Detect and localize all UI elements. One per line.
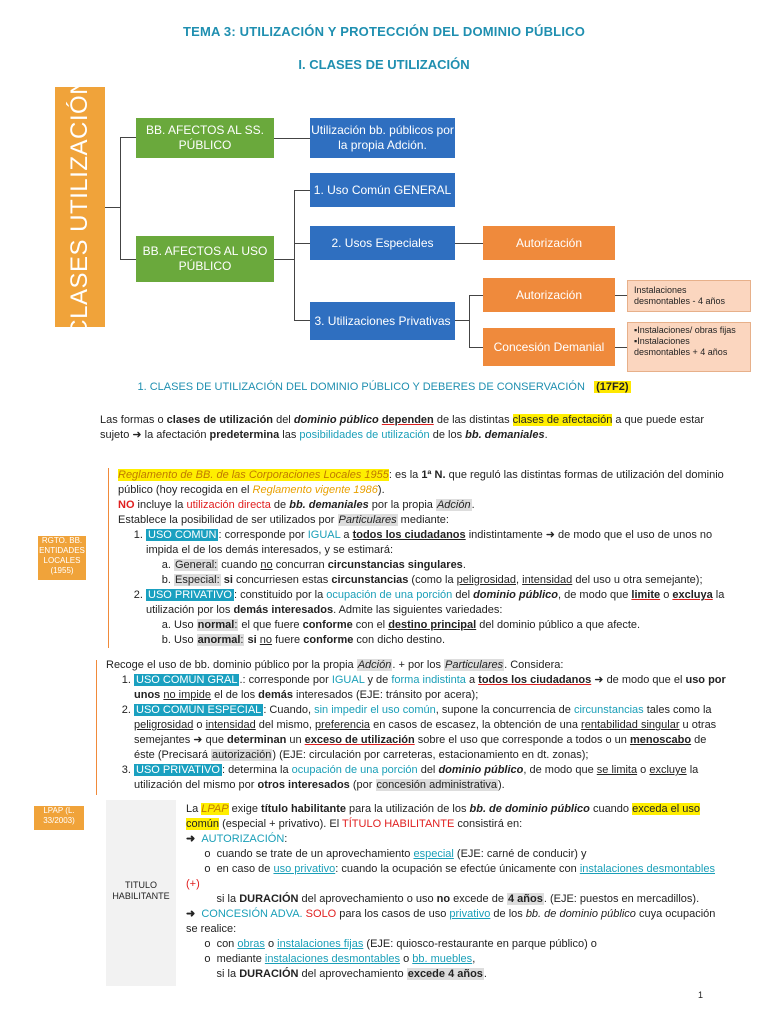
side-tag-titulo: TITULO HABILITANTE: [112, 880, 170, 901]
page-subtitle: I. CLASES DE UTILIZACIÓN: [298, 57, 470, 72]
side-tag-rgto: RGTO. BB. ENTIDADES LOCALES (1955): [38, 536, 86, 580]
node-uso-comun: 1. Uso Común GENERAL: [310, 173, 455, 207]
bracket: [108, 468, 109, 648]
node-afectos-uso: BB. AFECTOS AL USO PÚBLICO: [136, 236, 274, 282]
connector: [120, 137, 136, 138]
node-util-privativas: 3. Utilizaciones Privativas: [310, 302, 455, 340]
node-instal-1: Instalaciones desmontables - 4 años: [627, 280, 751, 312]
connector: [294, 190, 310, 191]
node-concesion: Concesión Demanial: [483, 328, 615, 366]
connector: [274, 138, 310, 139]
connector: [469, 347, 483, 348]
connector: [120, 259, 136, 260]
connector: [469, 295, 483, 296]
connector: [455, 320, 469, 321]
node-autorizacion-2: Autorización: [483, 278, 615, 312]
intro-paragraph: Las formas o clases de utilización del dominio público dependen de las distintas clases de afectación a que puede estar sujeto ➜ la afectación predetermina las posibilidades de utilización de los bb. demaniales.: [100, 414, 705, 441]
node-util-adcion: Utilización bb. públicos por la propia Adción.: [310, 118, 455, 158]
rgto-paragraph: Reglamento de BB. de las Corporaciones Locales 1955: es la 1ª N. que reguló las distintas formas de utilización del dominio público (hoy recogida en el Reglamento vigente 1986). NO incluye la utilización directa de bb. demaniales por la propia Adción. Establece la posibilidad de ser utilizados por Particulares mediante: 1. USO COMÚN : corresponde por IGUAL a todos los ciudadanos indistintamente ➜ de modo que el uso de unos no impida el de los demás interesados, y se estimará: a. General: cuando no concurran circunstancias singulares. b. Especial: si concurriesen estas circunstancias (como la peligrosidad, intensidad del uso u otra semejante); 2. USO PRIVATIVO : constituido por la ocupación de una porción del dominio público, de modo que limite o excluya la utilización por los demás interesados. Admite las siguientes variedades: a. Uso normal: el que fuere conforme con el destino principal del dominio público a que afecte. b. Uso anormal: si no fuere conforme con dicho destino.: [118, 468, 728, 648]
side-tag-lpap: LPAP (L. 33/2003): [34, 806, 84, 830]
connector: [294, 320, 310, 321]
bracket: [96, 660, 97, 795]
recoge-paragraph: Recoge el uso de bb. dominio público por la propia Adción. + por los Particulares. Considera: 1. USO COMÚN GRAL .: corresponde por IGUAL y de forma indistinta a todos los ciudadanos ➜ de modo que el uso por unos no impide el de los demás interesados (EJE: tránsito por acera); 2. USO COMÚN ESPECIAL : Cuando, sin impedir el uso común, supone la concurrencia de circunstancias tales como la peligrosidad o intensidad del mismo, preferencia en casos de escasez, la obtención de una rentabilidad singular u otras semejantes ➜ que determinan un exceso de utilización sobre el uso que corresponde a todos o un menoscabo de éste (Precisará autorización) (EJE: circulación por carreteras, estacionamiento en dt. zonas); 3. USO PRIVATIVO : determina la ocupación de una porción del dominio público, de modo que se limita o excluye la utilización del mismo por otros interesados (por concesión administrativa).: [106, 658, 728, 793]
node-afectos-ss: BB. AFECTOS AL SS. PÚBLICO: [136, 118, 274, 158]
page-number: 1: [698, 990, 704, 1000]
node-autorizacion-1: Autorización: [483, 226, 615, 260]
connector: [615, 295, 627, 296]
connector: [615, 347, 627, 348]
diagram-root: CLASES UTILIZACIÓN: [55, 87, 105, 327]
lpap-paragraph: La LPAP exige título habilitante para la utilización de los bb. de dominio público cuando exceda el uso común (especial + privativo). El TÍTULO HABILITANTE consistirá en: ➜ AUTORIZACIÓN: o cuando se trate de un aprovechamiento especial (EJE: carné de conducir) y o en caso de uso privativo: cuando la ocupación se efectúe únicamente con instalaciones desmontables (+) si la DURACIÓN del aprovechamiento o uso no excede de 4 años. (EJE: puestos en mercadillos). ➜ CONCESIÓN ADVA. SOLO para los casos de uso privativo de los bb. de dominio público cuya ocupación se realice: o con obras o instalaciones fijas (EJE: quiosco-restaurante en parque público) o o mediante instalaciones desmontables o bb. muebles, si la DURACIÓN del aprovechamiento excede 4 años.: [186, 803, 716, 980]
page-title: TEMA 3: UTILIZACIÓN Y PROTECCIÓN DEL DOMINIO PÚBLICO: [182, 24, 586, 39]
connector: [469, 295, 470, 348]
section-heading: 1. CLASES DE UTILIZACIÓN DEL DOMINIO PÚBLICO Y DEBERES DE CONSERVACIÓN (17F2): [137, 381, 629, 393]
connector: [274, 259, 294, 260]
connector: [294, 243, 310, 244]
node-instal-2: ▪Instalaciones/ obras fijas ▪Instalaciones desmontables + 4 años: [627, 322, 751, 372]
connector: [294, 190, 295, 320]
connector: [105, 207, 121, 208]
connector: [455, 243, 483, 244]
node-usos-especiales: 2. Usos Especiales: [310, 226, 455, 260]
connector: [120, 137, 121, 260]
